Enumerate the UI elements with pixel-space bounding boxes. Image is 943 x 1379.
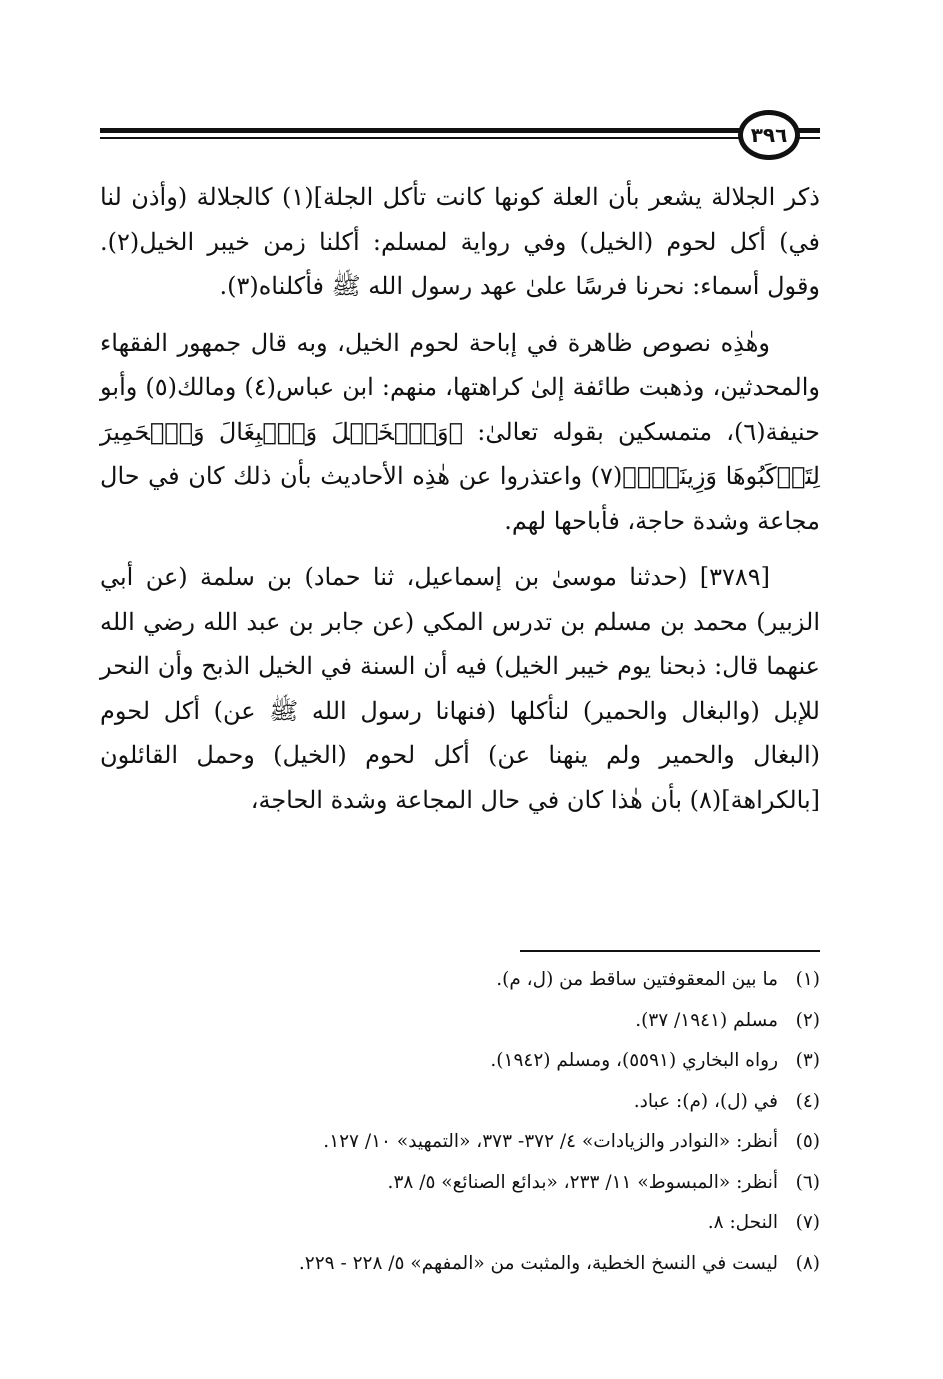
- footnote-3: [120, 1041, 820, 1082]
- footnote-text: ما بين المعقوفتين ساقط من (ل، م).: [496, 969, 778, 990]
- footnote-text: أنظر: «المبسوط» ١١/ ٢٣٣، «بدائع الصنائع» ٥/ ٣٨.: [387, 1171, 778, 1193]
- footnote-number: (٢): [795, 1009, 820, 1031]
- footnote-7: [120, 1203, 820, 1244]
- footnote-text: ليست في النسخ الخطية، والمثبت من «المفهم» ٥/ ٢٢٨ - ٢٢٩.: [298, 1252, 778, 1274]
- footnote-number: (٤): [795, 1090, 820, 1112]
- footnote-5: [120, 1122, 820, 1163]
- paragraph-1: ذكر الجلالة يشعر بأن العلة كونها كانت تأكل الجلة](١) كالجلالة (وأذن لنا في) أكل لحوم (الخيل) وفي رواية لمسلم: أكلنا زمن خيبر الخيل(٢). وقول أسماء: نحرنا فرسًا علىٰ عهد رسول الله ﷺ فأكلناه(٣).: [100, 183, 820, 300]
- footnote-number: (٦): [795, 1171, 820, 1193]
- footnote-text: رواه البخاري (٥٥٩١)، ومسلم (١٩٤٢).: [490, 1050, 778, 1071]
- header-rule-thin: [100, 137, 740, 139]
- footnote-text: في (ل)، (م): عباد.: [633, 1090, 778, 1112]
- footnote-number: (٣): [795, 1050, 820, 1071]
- main-text: [100, 175, 820, 822]
- footnote-6: [120, 1163, 820, 1204]
- footnote-8: [120, 1244, 820, 1285]
- page-header: [100, 110, 820, 166]
- footnotes: [120, 960, 820, 1284]
- footnote-2: [120, 1001, 820, 1042]
- footnote-text: مسلم (١٩٤١/ ٣٧).: [635, 1009, 778, 1031]
- footnote-1: [120, 960, 820, 1001]
- paragraph-3: [٣٧٨٩] (حدثنا موسىٰ بن إسماعيل، ثنا حماد) بن سلمة (عن أبي الزبير) محمد بن مسلم بن تدرس المكي (عن جابر بن عبد الله رضي الله عنهما قال: ذبحنا يوم خيبر الخيل) فيه أن السنة في الخيل الذبح وأن النحر للإبل (والبغال والحمير) لنأكلها (فنهانا رسول الله ﷺ عن) أكل لحوم (البغال والحمير ولم ينهنا عن) أكل لحوم (الخيل) وحمل القائلون [بالكراهة](٨) بأن هٰذا كان في حال المجاعة وشدة الحاجة،: [100, 563, 820, 814]
- page-number: ٣٩٦: [738, 110, 800, 160]
- footnote-4: [120, 1082, 820, 1123]
- paragraph-2: وهٰذِه نصوص ظاهرة في إباحة لحوم الخيل، وبه قال جمهور الفقهاء والمحدثين، وذهبت طائفة إلىٰ كراهتها، منهم: ابن عباس(٤) ومالك(٥) وأبو حنيفة(٦)، متمسكين بقوله تعالىٰ: ﴿وَٱلۡخَيۡلَ وَٱلۡبِغَالَ وَٱلۡحَمِيرَ لِتَرۡكَبُوهَا وَزِينَةٗۚ﴾(٧) واعتذروا عن هٰذِه الأحاديث بأن ذلك كان في حال مجاعة وشدة حاجة، فأباحها لهم.: [100, 328, 820, 535]
- footnote-text: أنظر: «النوادر والزيادات» ٤/ ٣٧٢- ٣٧٣، «التمهيد» ١٠/ ١٢٧.: [323, 1131, 778, 1152]
- footnote-number: (١): [795, 969, 820, 990]
- footnote-text: النحل: ٨.: [707, 1212, 778, 1233]
- header-rule-thick: [100, 128, 740, 133]
- footnote-separator: [520, 950, 820, 952]
- footnote-number: (٧): [795, 1212, 820, 1233]
- footnote-number: (٥): [795, 1131, 820, 1152]
- footnote-number: (٨): [795, 1252, 820, 1274]
